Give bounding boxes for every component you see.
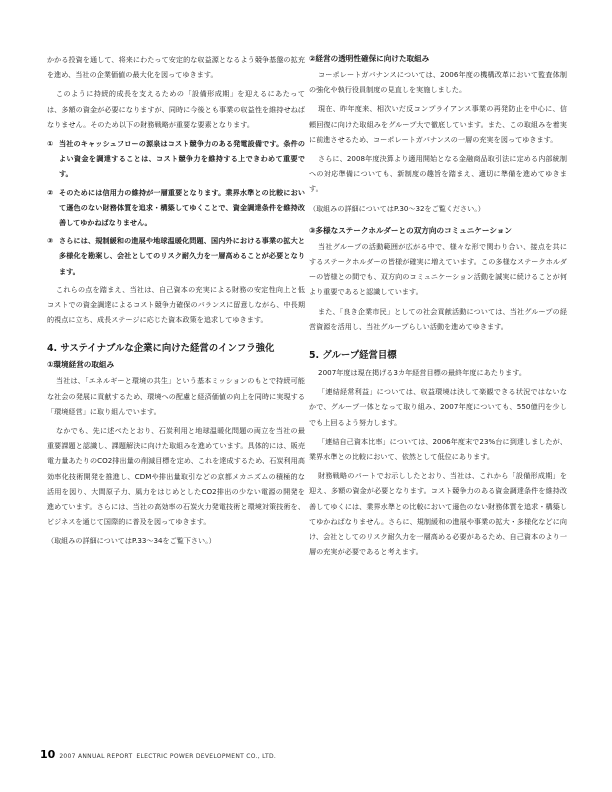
item-text: さらには、規制緩和の進展や地球温暖化問題、国内外における事業の拡大と多様化を勘案し、会社としてのリスク耐久力を一層高めることが必要となります。 [59,236,305,276]
body-paragraph: このように持続的成長を支えるための「設備形成期」を迎えるにあたっては、多額の資金が必要になりますが、同時に今後とも事業の収益性を維持せねばなりません。そのため以下の財務戦略が重要な要素となります。 [47,89,305,129]
body-paragraph: なかでも、先に述べたとおり、石炭利用と地球温暖化問題の両立を当社の最重要課題と認識し、課題解決に向けた取組みを進めています。具体的には、販売電力量あたりのCO2排出量の削減目標を定め、これを達成するため、石炭利用高効率化技術開発を推進し、CDMや排出量取引などの京都メカニズムの積極的な活用を図り、大間原子力、風力をはじめとしたCO2排出の少ない電源の開発を進めています。さらには、当社の高効率の石炭火力発電技術と環境対策技術を、ビジネスを通じて国際的に普及を図ってゆきます。 [47,426,305,527]
body-paragraph: 「連結自己資本比率」については、2006年度末で23%台に到達しましたが、業界水準との比較において、依然として低位にあります。 [309,436,567,462]
subsection-heading: ②経営の透明性確保に向けた取組み [309,54,430,63]
body-paragraph: 当社は、「エネルギーと環境の共生」という基本ミッションのもとで持続可能な社会の発展に貢献するため、環境への配慮と経済価値の向上を同時に実現する「環境経営」に取り組んでいます。 [47,376,305,416]
page-number: 10 [40,748,56,761]
body-paragraph: かかる投資を通して、将来にわたって安定的な収益源となるよう競争基盤の拡充を進め、当社の企業価値の最大化を図ってゆきます。 [47,55,305,80]
subsection-heading: ①環境経営の取組み [47,360,115,370]
reference-note: （取組みの詳細についてはP.30〜32をご覧ください。） [309,203,485,213]
item-number: ② [47,187,54,197]
right-column [309,52,567,563]
numbered-item [47,185,305,231]
report-title: 2007 ANNUAL REPORT [59,753,133,760]
body-paragraph: 財務戦略のパートでお示ししたとおり、当社は、これから「設備形成期」を迎え、多額の資金が必要となります。コスト競争力のある資金調達条件を維持改善してゆくには、業界水準との比較において遜色のない財務体質を追求・構築してゆかねばなりません。さらに、規制緩和の進展や事業の拡大・多様化などに向け、会社としてのリスク耐久力を一層高める必要があるため、自己資本のより一層の充実が必要であると考えます。 [309,471,567,557]
body-paragraph: さらに、2008年度決算より適用開始となる金融商品取引法に定める内部統制への対応準備についても、新制度の趣旨を踏まえ、適切に準備を進めてゆきます。 [309,154,567,194]
reference-note: （取組みの詳細についてはP.33〜34をご覧下さい。） [47,536,216,546]
item-text: 当社のキャッシュフローの源泉はコスト競争力のある発電設備です。条件のよい資金を調達することは、コスト競争力を維持する上できわめて重要です。 [59,139,305,179]
body-paragraph: また、「良き企業市民」としての社会貢献活動については、当社グループの経営資源を活用し、当社グループらしい活動を進めてゆきます。 [309,306,567,331]
page-footer [40,748,276,761]
numbered-item [47,136,305,182]
item-number: ① [47,139,54,149]
subsection-heading: ③多様なステークホルダーとの双方向のコミュニケーション [309,225,512,235]
section-heading: 5. グループ経営目標 [309,350,397,362]
body-paragraph: 現在、昨年度来、相次いだ反コンプライアンス事業の再発防止を中心に、信頼回復に向けた取組みをグループ大で徹底しています。また、この取組みを着実に前進させるため、コーポレートガバナンスの一層の充実を図ってゆきます。 [309,104,567,144]
body-paragraph: 当社グループの活動範囲が広がる中で、様々な形で関わり合い、接点を共にするステークホルダーの皆様が確実に増えています。この多様なステークホルダーの皆様との間でも、双方向のコミュニケーション活動を誠実に続けることが何より重要であると認識しています。 [309,241,567,297]
body-paragraph: これらの点を踏まえ、当社は、自己資本の充実による財務の安定性向上と低コストでの資金調達によるコスト競争力確保のバランスに留意しながら、中長期的視点に立ち、成長ステージに応じた資本政策を追求してゆきます。 [47,284,305,325]
item-number: ③ [47,236,54,246]
body-paragraph: 「連結経常利益」については、収益環境は決して楽観できる状況ではないなかで、グループ一体となって取り組み、2007年度についても、550億円を少しでも上回るよう努力します。 [309,387,567,427]
left-column [47,52,305,553]
item-text: そのためには信用力の維持が一層重要となります。業界水準との比較において遜色のない財務体質を追求・構築してゆくことで、資金調達条件を維持改善してゆかねばなりません。 [59,187,305,228]
numbered-item [47,233,305,279]
body-paragraph: コーポレートガバナンスについては、2006年度の機構改革において監査体制の強化や執行役員制度の見直しを実施しました。 [309,70,567,95]
company-name: ELECTRIC POWER DEVELOPMENT CO., LTD. [136,753,277,760]
body-paragraph: 2007年度は現在掲げる3カ年経営目標の最終年度にあたります。 [318,368,526,378]
section-heading: 4. サステイナブルな企業に向けた経営のインフラ強化 [47,343,275,355]
